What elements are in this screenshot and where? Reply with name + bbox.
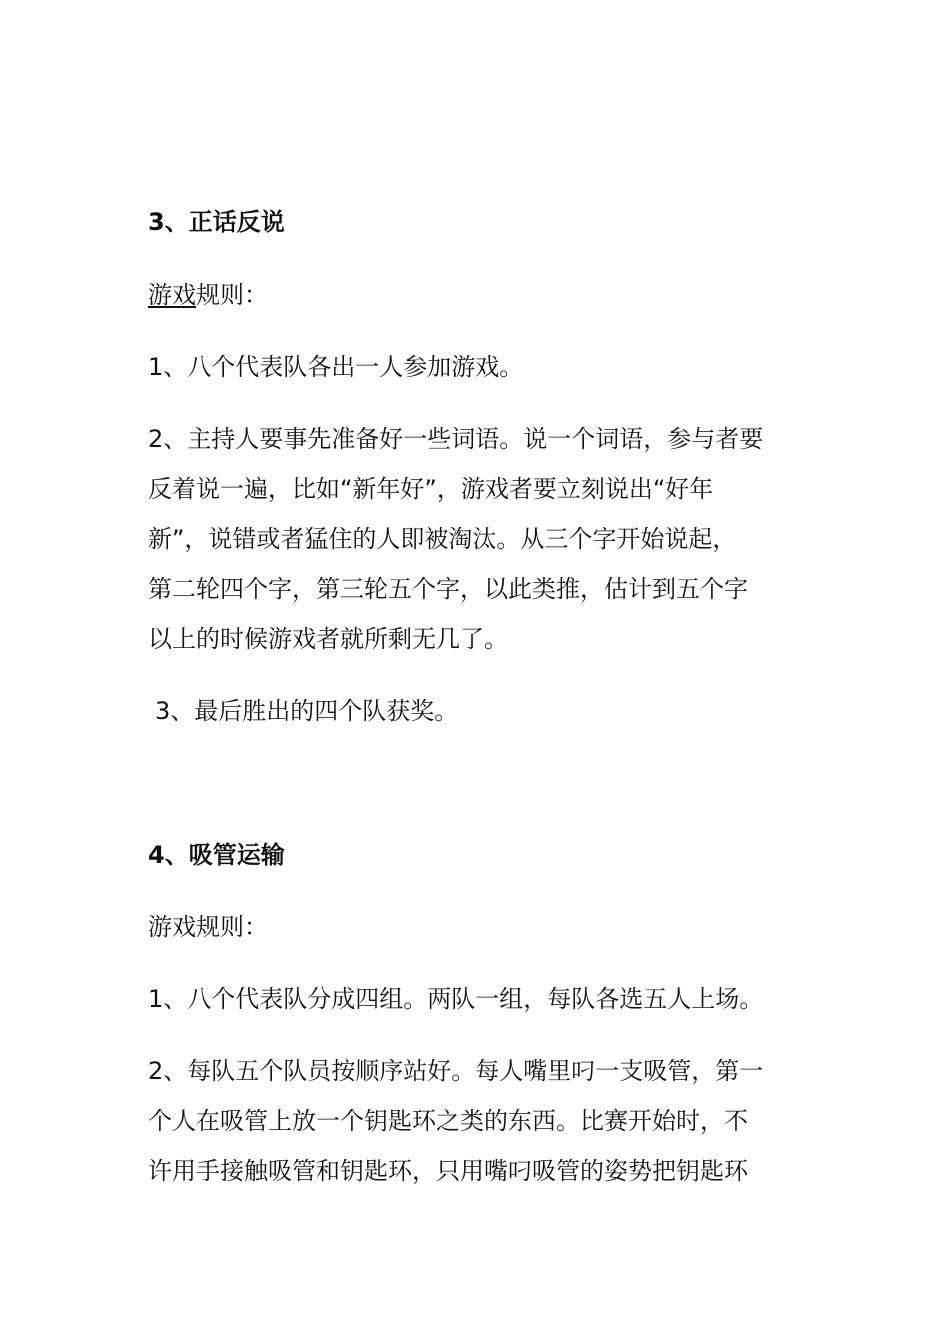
section-4-item-2-line-2: 个人在吸管上放一个钥匙环之类的东西。比赛开始时，不 — [148, 1107, 748, 1135]
section-4-rules-label: 游戏规则： — [148, 913, 268, 941]
section-3-item-2-line-4: 第二轮四个字，第三轮五个字，以此类推，估计到五个字 — [148, 575, 748, 603]
section-3-item-2-line-3: 新”，说错或者猛住的人即被淘汰。从三个字开始说起， — [148, 525, 737, 553]
section-3-title: 3、正话反说 — [148, 208, 285, 236]
rules-label-underlined: 游戏 — [148, 281, 196, 309]
section-4-item-2-line-3: 许用手接触吸管和钥匙环，只用嘴叼吸管的姿势把钥匙环 — [148, 1157, 748, 1185]
section-3-item-2-line-5: 以上的时候游戏者就所剩无几了。 — [148, 625, 508, 653]
section-4-item-1: 1、八个代表队分成四组。两队一组，每队各选五人上场。 — [148, 985, 764, 1013]
section-3-item-2-line-2: 反着说一遍，比如“新年好”，游戏者要立刻说出“好年 — [148, 475, 714, 503]
section-3-item-2-line-1: 2、主持人要事先准备好一些词语。说一个词语，参与者要 — [148, 425, 764, 453]
section-3-rules-label — [148, 278, 268, 312]
section-4-title: 4、吸管运输 — [148, 841, 285, 869]
section-3-item-1: 1、八个代表队各出一人参加游戏。 — [148, 353, 524, 381]
section-4-item-2-line-1: 2、每队五个队员按顺序站好。每人嘴里叼一支吸管，第一 — [148, 1057, 764, 1085]
section-3-item-3: 3、最后胜出的四个队获奖。 — [155, 697, 459, 725]
rules-label-rest: 规则： — [196, 281, 268, 309]
